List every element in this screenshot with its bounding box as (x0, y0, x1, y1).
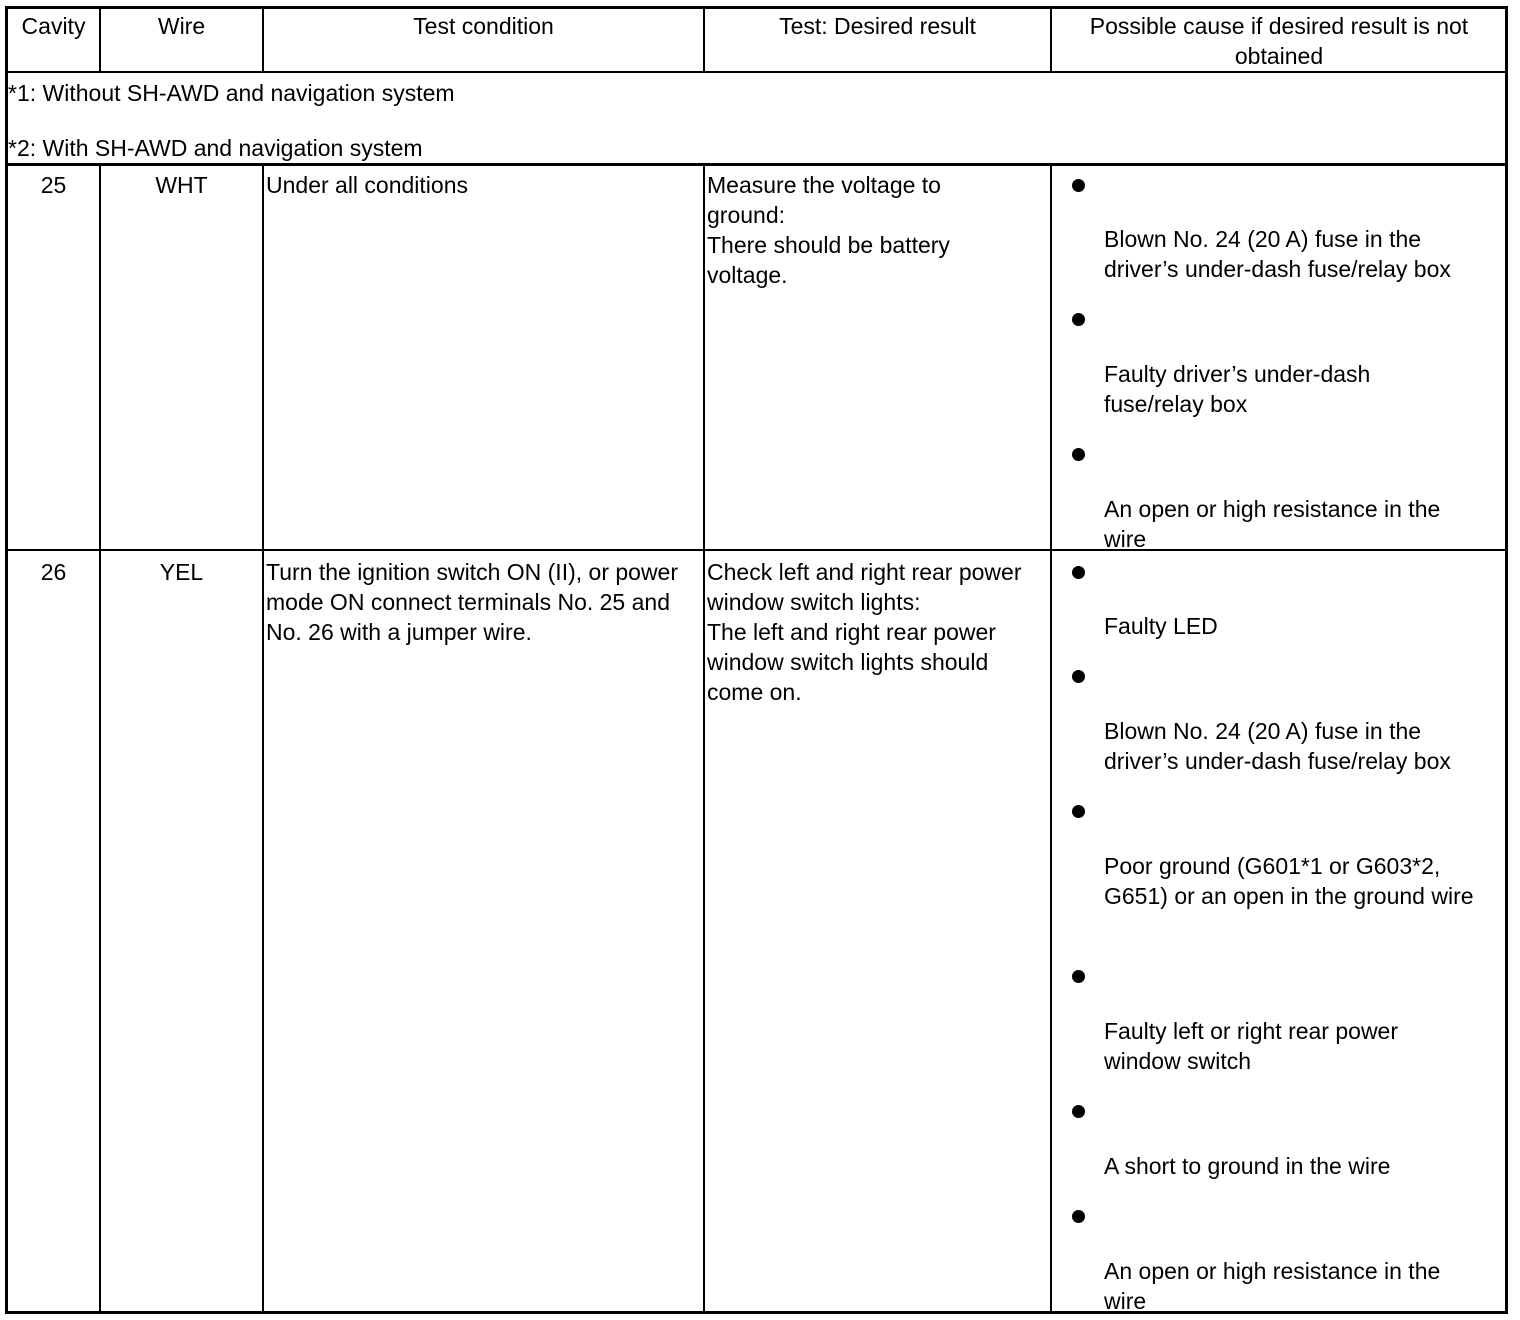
bullet-icon (1072, 970, 1085, 983)
bullet-icon (1072, 179, 1085, 192)
header-wire: Wire (157, 13, 206, 39)
row-25-cause: Faulty driver’s under-dash fuse/relay box (1104, 361, 1371, 417)
bullet-icon (1072, 1105, 1085, 1118)
bullet-icon (1072, 448, 1085, 461)
row-25-wire: WHT (155, 172, 208, 198)
col-divider (99, 164, 101, 1312)
bullet-icon (1072, 313, 1085, 326)
row-26-cause: Faulty LED (1104, 613, 1218, 639)
row-26-cause: An open or high resistance in the wire (1104, 1258, 1441, 1314)
row-25-cavity: 25 (40, 172, 67, 198)
col-divider (262, 164, 264, 1312)
row-25-cause: An open or high resistance in the wire (1104, 496, 1441, 552)
row-26-cause: Poor ground (G601*1 or G603*2, G651) or an open in the ground wire (1104, 853, 1474, 909)
row-26-cause: A short to ground in the wire (1104, 1153, 1391, 1179)
header-desired-result: Test: Desired result (779, 13, 976, 39)
header-cavity: Cavity (21, 13, 86, 39)
row-25-test-condition: Under all conditions (266, 172, 469, 198)
bullet-icon (1072, 805, 1085, 818)
row-26-desired-result: Check left and right rear power window switch lights: The left and right rear power window switch lights should come on. (707, 559, 1022, 705)
row-26-cause: Faulty left or right rear power window switch (1104, 1018, 1399, 1074)
bullet-icon (1072, 670, 1085, 683)
row-25-desired-result: Measure the voltage to ground: There should be battery voltage. (707, 172, 950, 288)
header-test-condition: Test condition (413, 13, 554, 39)
note-2: *2: With SH-AWD and navigation system (8, 135, 423, 161)
bullet-icon (1072, 566, 1085, 579)
bullet-icon (1072, 1210, 1085, 1223)
col-divider (1050, 164, 1052, 1312)
note-1: *1: Without SH-AWD and navigation system (8, 80, 455, 106)
row-26-cause: Blown No. 24 (20 A) fuse in the driver’s under-dash fuse/relay box (1104, 718, 1451, 774)
col-divider (1050, 8, 1052, 72)
row-25-cause: Blown No. 24 (20 A) fuse in the driver’s under-dash fuse/relay box (1104, 226, 1451, 282)
row-26-wire: YEL (159, 559, 204, 585)
row-26-cavity: 26 (40, 559, 67, 585)
notes-divider (7, 163, 1507, 166)
header-possible-cause: Possible cause if desired result is not obtained (1089, 13, 1469, 69)
row-26-test-condition: Turn the ignition switch ON (II), or power mode ON connect terminals No. 25 and No. 26 with a jumper wire. (266, 559, 679, 645)
col-divider (703, 164, 705, 1312)
header-divider (7, 71, 1507, 73)
